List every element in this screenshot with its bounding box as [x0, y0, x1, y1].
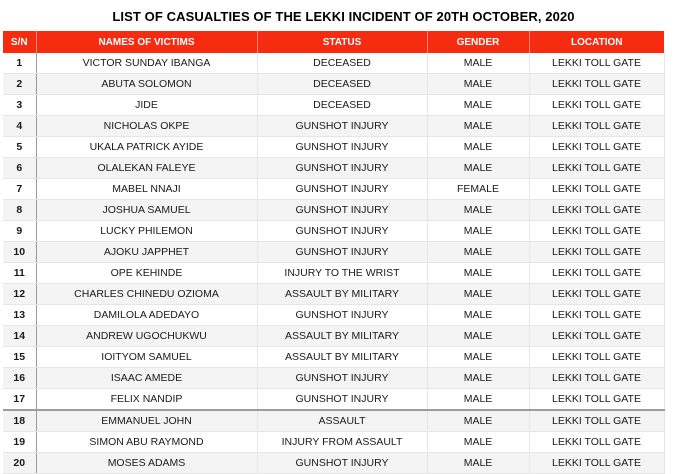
victim-name: UKALA PATRICK AYIDE	[36, 137, 257, 158]
row-number: 20	[3, 453, 36, 474]
table-row	[3, 326, 664, 347]
victim-name: FELIX NANDIP	[36, 389, 257, 411]
victim-gender: MALE	[427, 116, 529, 137]
table-row	[3, 305, 664, 326]
row-number: 12	[3, 284, 36, 305]
victim-location: LEKKI TOLL GATE	[529, 200, 664, 221]
victim-location: LEKKI TOLL GATE	[529, 389, 664, 411]
victim-name: AJOKU JAPPHET	[36, 242, 257, 263]
table-row	[3, 74, 664, 95]
victim-gender: MALE	[427, 368, 529, 389]
table-body	[3, 53, 664, 474]
table-row	[3, 95, 664, 116]
victim-name: ISAAC AMEDE	[36, 368, 257, 389]
victim-gender: MALE	[427, 432, 529, 453]
victim-status: DECEASED	[257, 95, 427, 116]
victim-location: LEKKI TOLL GATE	[529, 347, 664, 368]
table-row	[3, 116, 664, 137]
victim-status: GUNSHOT INJURY	[257, 116, 427, 137]
victim-name: DAMILOLA ADEDAYO	[36, 305, 257, 326]
victim-location: LEKKI TOLL GATE	[529, 410, 664, 432]
casualties-table	[3, 31, 665, 474]
victim-name: OLALEKAN FALEYE	[36, 158, 257, 179]
victim-gender: FEMALE	[427, 179, 529, 200]
table-row	[3, 347, 664, 368]
victim-status: GUNSHOT INJURY	[257, 368, 427, 389]
victim-name: JOSHUA SAMUEL	[36, 200, 257, 221]
victim-name: NICHOLAS OKPE	[36, 116, 257, 137]
victim-name: IOITYOM SAMUEL	[36, 347, 257, 368]
victim-status: GUNSHOT INJURY	[257, 137, 427, 158]
victim-status: INJURY FROM ASSAULT	[257, 432, 427, 453]
header-sn: S/N	[3, 31, 36, 53]
row-number: 3	[3, 95, 36, 116]
victim-gender: MALE	[427, 326, 529, 347]
victim-location: LEKKI TOLL GATE	[529, 74, 664, 95]
victim-status: ASSAULT BY MILITARY	[257, 326, 427, 347]
victim-location: LEKKI TOLL GATE	[529, 432, 664, 453]
victim-name: LUCKY PHILEMON	[36, 221, 257, 242]
victim-gender: MALE	[427, 200, 529, 221]
victim-name: MABEL NNAJI	[36, 179, 257, 200]
victim-location: LEKKI TOLL GATE	[529, 116, 664, 137]
victim-status: GUNSHOT INJURY	[257, 158, 427, 179]
row-number: 18	[3, 410, 36, 432]
table-row	[3, 410, 664, 432]
row-number: 15	[3, 347, 36, 368]
table-row	[3, 179, 664, 200]
victim-gender: MALE	[427, 53, 529, 74]
row-number: 16	[3, 368, 36, 389]
header-names: NAMES OF VICTIMS	[36, 31, 257, 53]
table-row	[3, 284, 664, 305]
victim-gender: MALE	[427, 347, 529, 368]
victim-location: LEKKI TOLL GATE	[529, 242, 664, 263]
victim-gender: MALE	[427, 74, 529, 95]
row-number: 2	[3, 74, 36, 95]
victim-status: ASSAULT BY MILITARY	[257, 347, 427, 368]
victim-status: ASSAULT BY MILITARY	[257, 284, 427, 305]
table-row	[3, 368, 664, 389]
victim-location: LEKKI TOLL GATE	[529, 368, 664, 389]
row-number: 6	[3, 158, 36, 179]
table-row	[3, 263, 664, 284]
table-header-row	[3, 31, 664, 53]
victim-location: LEKKI TOLL GATE	[529, 326, 664, 347]
table-row	[3, 221, 664, 242]
victim-status: DECEASED	[257, 53, 427, 74]
victim-name: MOSES ADAMS	[36, 453, 257, 474]
victim-status: GUNSHOT INJURY	[257, 305, 427, 326]
victim-location: LEKKI TOLL GATE	[529, 305, 664, 326]
victim-location: LEKKI TOLL GATE	[529, 158, 664, 179]
row-number: 7	[3, 179, 36, 200]
row-number: 17	[3, 389, 36, 411]
table-row	[3, 432, 664, 453]
header-status: STATUS	[257, 31, 427, 53]
victim-gender: MALE	[427, 137, 529, 158]
table-row	[3, 137, 664, 158]
row-number: 19	[3, 432, 36, 453]
victim-name: CHARLES CHINEDU OZIOMA	[36, 284, 257, 305]
victim-location: LEKKI TOLL GATE	[529, 95, 664, 116]
row-number: 11	[3, 263, 36, 284]
victim-location: LEKKI TOLL GATE	[529, 284, 664, 305]
victim-location: LEKKI TOLL GATE	[529, 53, 664, 74]
row-number: 14	[3, 326, 36, 347]
victim-location: LEKKI TOLL GATE	[529, 221, 664, 242]
victim-gender: MALE	[427, 263, 529, 284]
victim-location: LEKKI TOLL GATE	[529, 179, 664, 200]
table-row	[3, 200, 664, 221]
victim-name: ANDREW UGOCHUKWU	[36, 326, 257, 347]
victim-status: GUNSHOT INJURY	[257, 221, 427, 242]
victim-gender: MALE	[427, 158, 529, 179]
victim-name: OPE KEHINDE	[36, 263, 257, 284]
victim-name: VICTOR SUNDAY IBANGA	[36, 53, 257, 74]
row-number: 13	[3, 305, 36, 326]
victim-gender: MALE	[427, 453, 529, 474]
victim-gender: MALE	[427, 221, 529, 242]
victim-location: LEKKI TOLL GATE	[529, 137, 664, 158]
victim-gender: MALE	[427, 95, 529, 116]
victim-location: LEKKI TOLL GATE	[529, 263, 664, 284]
victim-status: GUNSHOT INJURY	[257, 453, 427, 474]
victim-status: DECEASED	[257, 74, 427, 95]
victim-gender: MALE	[427, 389, 529, 411]
victim-name: JIDE	[36, 95, 257, 116]
victim-gender: MALE	[427, 242, 529, 263]
victim-location: LEKKI TOLL GATE	[529, 453, 664, 474]
row-number: 4	[3, 116, 36, 137]
victim-name: SIMON ABU RAYMOND	[36, 432, 257, 453]
victim-status: GUNSHOT INJURY	[257, 242, 427, 263]
row-number: 9	[3, 221, 36, 242]
victim-status: GUNSHOT INJURY	[257, 389, 427, 411]
row-number: 5	[3, 137, 36, 158]
victim-status: GUNSHOT INJURY	[257, 179, 427, 200]
row-number: 1	[3, 53, 36, 74]
victim-gender: MALE	[427, 410, 529, 432]
table-row	[3, 242, 664, 263]
header-location: LOCATION	[529, 31, 664, 53]
row-number: 10	[3, 242, 36, 263]
document-title: LIST OF CASUALTIES OF THE LEKKI INCIDENT OF 20TH OCTOBER, 2020	[112, 9, 575, 24]
victim-gender: MALE	[427, 284, 529, 305]
table-row	[3, 158, 664, 179]
victim-name: EMMANUEL JOHN	[36, 410, 257, 432]
table-row	[3, 389, 664, 411]
victim-status: GUNSHOT INJURY	[257, 200, 427, 221]
victim-name: ABUTA SOLOMON	[36, 74, 257, 95]
victim-gender: MALE	[427, 305, 529, 326]
victim-status: INJURY TO THE WRIST	[257, 263, 427, 284]
row-number: 8	[3, 200, 36, 221]
table-row	[3, 453, 664, 474]
victim-status: ASSAULT	[257, 410, 427, 432]
header-gender: GENDER	[427, 31, 529, 53]
table-row	[3, 53, 664, 74]
